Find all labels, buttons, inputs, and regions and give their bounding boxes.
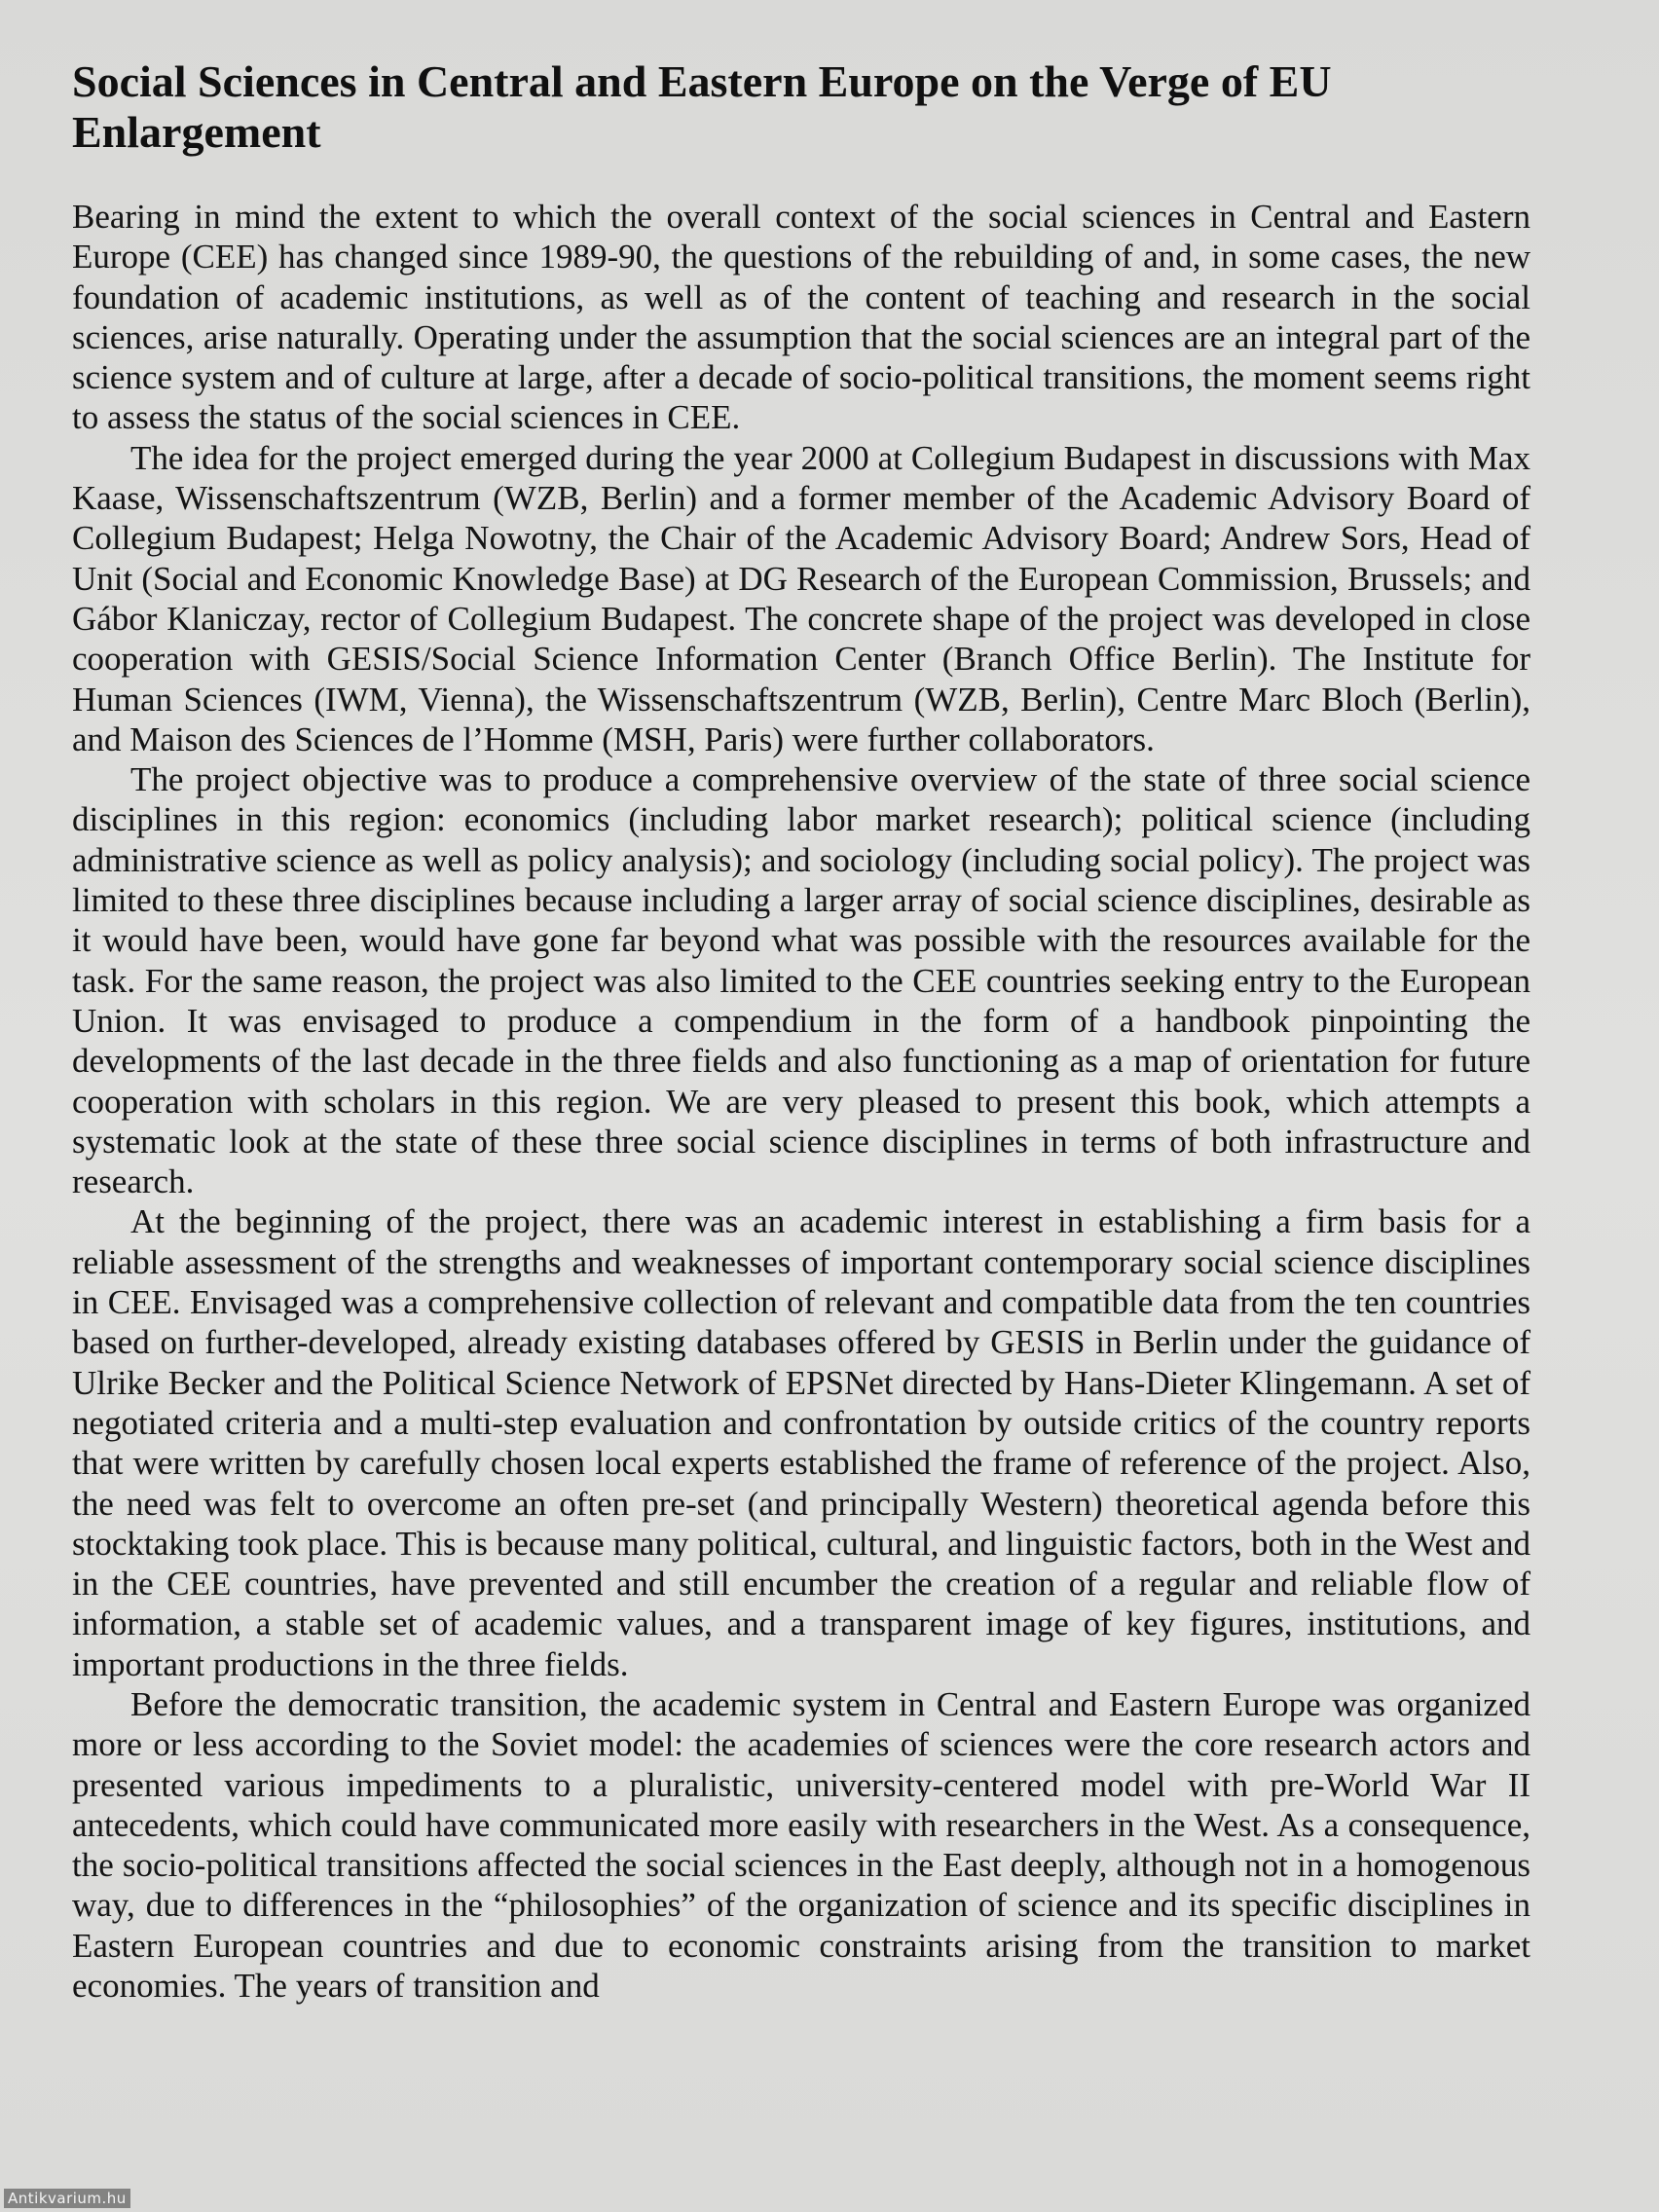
paragraph-1: Bearing in mind the extent to which the overall context of the social sciences in Central and Eastern Europe (CEE) has changed since 1989-90, the questions of the rebuilding of and, in some cases, the new foundation of academic institutions, as well as of the content of teaching and research in the social sciences, arise naturally. Operating under the assumption that the social sciences are an integral part of the science system and of culture at large, after a decade of socio-political transitions, the moment seems right to assess the status of the social sciences in CEE. bbox=[72, 198, 1530, 437]
paragraph-4: At the beginning of the project, there was an academic interest in establishing a firm basis for a reliable assessment of the strengths and weaknesses of important contemporary social science disciplines in CEE. Envisaged was a comprehensive collection of relevant and compatible data from the ten countries based on further-developed, already existing databases offered by GESIS in Berlin under the guidance of Ulrike Becker and the Political Science Network of EPSNet directed by Hans-Dieter Klingemann. A set of negotiated criteria and a multi-step evaluation and confrontation by outside critics of the country reports that were written by carefully chosen local experts established the frame of reference of the project. Also, the need was felt to overcome an often pre-set (and principally Western) theoretical agenda before this stocktaking took place. This is because many political, cultural, and linguistic factors, both in the West and in the CEE countries, have prevented and still encumber the creation of a regular and reliable flow of information, a stable set of academic values, and a transparent image of key figures, institutions, and important productions in the three fields. bbox=[72, 1202, 1530, 1683]
paragraph-3: The project objective was to produce a comprehensive overview of the state of three social science disciplines in this region: economics (including labor market research); political science (including administrative science as well as policy analysis); and sociology (including social policy). The project was limited to these three disciplines because including a larger array of social science disciplines, desirable as it would have been, would have gone far beyond what was possible with the resources available for the task. For the same reason, the project was also limited to the CEE countries seeking entry to the European Union. It was envisaged to produce a compendium in the form of a handbook pinpointing the developments of the last decade in the three fields and also functioning as a map of orientation for future cooperation with scholars in this region. We are very pleased to present this book, which attempts a systematic look at the state of these three social science disciplines in terms of both infrastructure and research. bbox=[72, 760, 1530, 1201]
paragraph-2: The idea for the project emerged during the year 2000 at Collegium Budapest in discussions with Max Kaase, Wissenschaftszentrum (WZB, Berlin) and a former member of the Academic Advisory Board of Collegium Budapest; Helga Nowotny, the Chair of the Academic Advisory Board; Andrew Sors, Head of Unit (Social and Economic Knowledge Base) at DG Research of the European Commission, Brussels; and Gábor Klaniczay, rector of Collegium Budapest. The concrete shape of the project was developed in close cooperation with GESIS/Social Science Information Center (Branch Office Berlin). The Institute for Human Sciences (IWM, Vienna), the Wissenschaftszentrum (WZB, Berlin), Centre Marc Bloch (Berlin), and Maison des Sciences de l’Homme (MSH, Paris) were further collaborators. bbox=[72, 438, 1530, 758]
watermark: Antikvarium.hu bbox=[4, 2189, 130, 2208]
page-title: Social Sciences in Central and Eastern Europe on the Verge of EU Enlargement bbox=[72, 56, 1332, 157]
paragraph-5: Before the democratic transition, the academic system in Central and Eastern Europe was organized more or less according to the Soviet model: the academies of sciences were the core research actors and presented various impediments to a pluralistic, university-centered model with pre-World War II antecedents, which could have communicated more easily with researchers in the West. As a consequence, the socio-political transitions affected the social sciences in the East deeply, although not in a homogenous way, due to differences in the “philosophies” of the organization of science and its specific disciplines in Eastern European countries and due to economic constraints arising from the transition to market economies. The years of transition and bbox=[72, 1684, 1530, 2006]
